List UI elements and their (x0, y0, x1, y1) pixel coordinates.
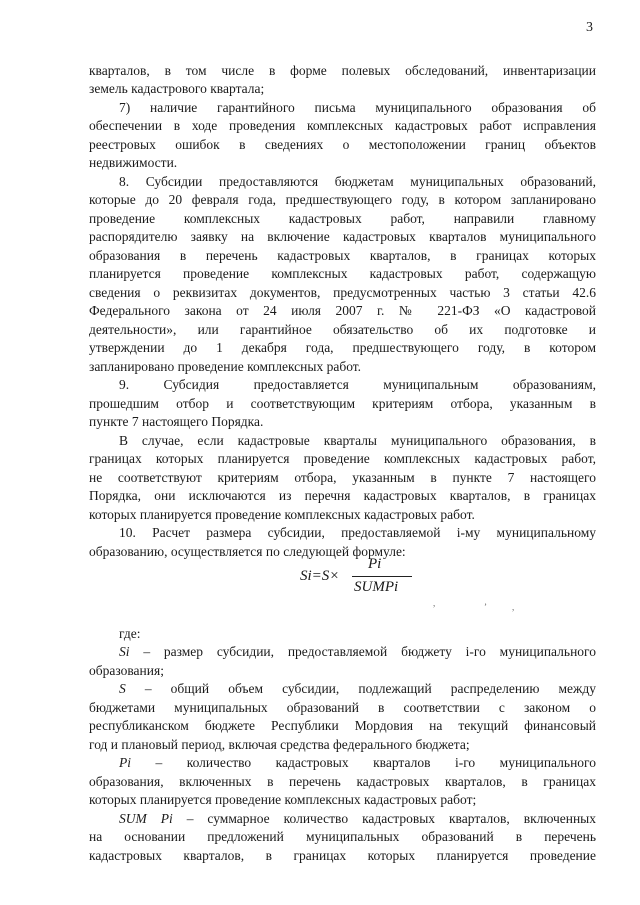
text-line: деятельности», или гарантийное обязательство об их подготовке и (89, 322, 596, 337)
scan-speck: , (433, 598, 436, 608)
text-line: не соответствуют критериям отбора, указанным в пункте 7 настоящего (89, 470, 596, 485)
text-line: 10. Расчет размера субсидии, предоставляемой i-му муниципальному (119, 525, 596, 540)
text-line: год и плановый период, включая средства федерального бюджета; (89, 737, 470, 752)
text-line: 7) наличие гарантийного письма муниципального образования об (119, 100, 596, 115)
text-line: которых планируется проведение комплексных кадастровых работ. (89, 507, 475, 522)
text-line: В случае, если кадастровые кварталы муниципального образования, в (119, 433, 596, 448)
text-line: обеспечении в ходе проведения комплексных кадастровых работ исправления (89, 118, 596, 133)
text-line: границах которых планируется проведение комплексных кадастровых работ, (89, 451, 596, 466)
subsidy-formula (300, 556, 420, 596)
text-line: Федерального закона от 24 июля 2007 г. № 221-ФЗ «О кадастровой (89, 303, 596, 318)
text-line: кадастровых кварталов, в границах которых планируется проведение (89, 848, 596, 863)
fraction-bar (352, 576, 412, 577)
text-line: где: (119, 626, 141, 641)
text-line: прошедшим отбор и соответствующим критериям отбора, указанным в (89, 396, 596, 411)
page-number: 3 (586, 20, 593, 35)
text-line: бюджетами муниципальных образований в соответствии с законом о (89, 700, 596, 715)
text-line: образования, включенных в перечень кадастровых кварталов, в границах (89, 774, 596, 789)
text-line: которых планируется проведение комплексных кадастровых работ; (89, 792, 477, 807)
text-line: пункте 7 настоящего Порядка. (89, 414, 264, 429)
text-line: Pi – количество кадастровых кварталов i-го муниципального (119, 755, 596, 770)
text-line: образования; (89, 663, 164, 678)
text-line: кварталов, в том числе в форме полевых обследований, инвентаризации (89, 63, 596, 78)
scan-speck: ʼ (484, 602, 487, 612)
formula-numerator: Pi (368, 556, 382, 572)
text-line: 9. Субсидия предоставляется муниципальным образованиям, (119, 377, 596, 392)
text-line: реестровых ошибок в сведениях о местоположении границ объектов (89, 137, 596, 152)
text-line: образования в перечень кадастровых кварталов, в границах которых (89, 248, 596, 263)
text-line: распорядителю заявку на включение кадастровых кварталов муниципального (89, 229, 596, 244)
text-line: образованию, осуществляется по следующей формуле: (89, 544, 406, 559)
scan-speck: , (512, 602, 515, 612)
formula-denominator: SUMPi (354, 579, 399, 595)
text-line: запланировано проведение комплексных работ. (89, 359, 362, 374)
text-line: S – общий объем субсидии, подлежащий распределению между (119, 681, 596, 696)
text-line: сведения о реквизитах документов, предусмотренных частью 3 статьи 42.6 (89, 285, 596, 300)
text-line: Порядка, они исключаются из перечня кадастровых кварталов, в границах (89, 488, 596, 503)
text-line: планируется проведение комплексных кадастровых работ, содержащую (89, 266, 596, 281)
text-line: SUM Pi – суммарное количество кадастровых кварталов, включенных (119, 811, 596, 826)
text-line: недвижимости. (89, 155, 178, 170)
text-line: на основании предложений муниципальных образований в перечень (89, 829, 596, 844)
text-line: земель кадастрового квартала; (89, 81, 265, 96)
text-line: Si – размер субсидии, предоставляемой бюджету i-го муниципального (119, 644, 596, 659)
text-line: утверждении до 1 декабря года, предшествующего году, в котором (89, 340, 596, 355)
text-line: 8. Субсидии предоставляются бюджетам муниципальных образований, (119, 174, 596, 189)
formula-lhs: Si=S× (300, 568, 340, 584)
text-line: проведение комплексных кадастровых работ, направили главному (89, 211, 596, 226)
text-line: республиканском бюджете Республики Мордовия на текущий финансовый (89, 718, 596, 733)
text-line: которые до 20 февраля года, предшествующего году, в котором запланировано (89, 192, 596, 207)
